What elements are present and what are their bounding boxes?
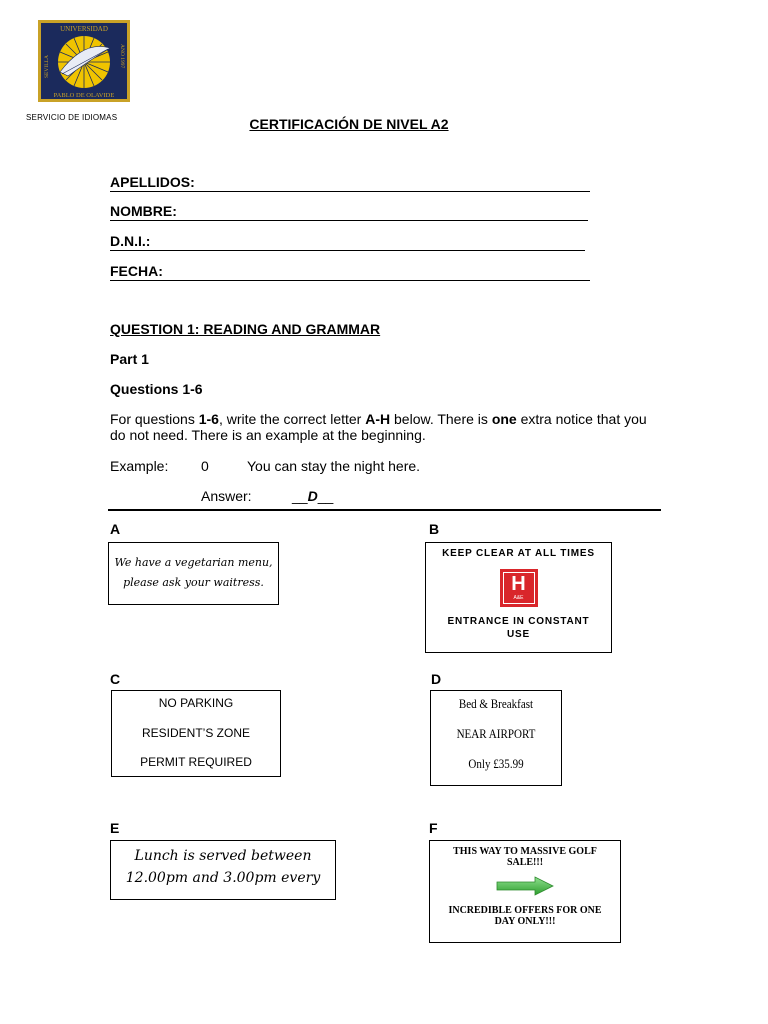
notice-c <box>111 690 281 777</box>
nombre-field[interactable] <box>110 203 588 221</box>
notice-a-letter: A <box>110 521 121 537</box>
questions-label: Questions 1-6 <box>110 381 203 397</box>
nombre-label: NOMBRE: <box>110 203 177 219</box>
notice-c-line2: RESIDENT’S ZONE <box>141 726 250 740</box>
logo-left-text: SEVILLA <box>44 55 50 78</box>
section-heading: QUESTION 1: READING AND GRAMMAR <box>110 321 381 337</box>
dni-field[interactable] <box>110 233 585 251</box>
hospital-sign-sub: A&E <box>513 595 524 601</box>
notice-d <box>430 690 562 786</box>
notice-b <box>425 542 612 653</box>
notice-b-line2: ENTRANCE IN CONSTANT <box>447 616 590 627</box>
notice-b-line3: USE <box>507 629 530 640</box>
notice-d-line2: NEAR AIRPORT <box>456 726 536 741</box>
page-title: CERTIFICACIÓN DE NIVEL A2 <box>249 116 449 132</box>
notice-c-line1: NO PARKING <box>158 696 234 710</box>
hospital-sign-letter: H <box>511 573 526 595</box>
divider <box>108 509 661 511</box>
notice-e-line2: 12.00pm and 3.00pm every <box>125 870 321 886</box>
logo-bottom-text: PABLO DE OLAVIDE <box>53 92 115 99</box>
apellidos-field[interactable] <box>110 174 590 192</box>
notice-f-line3: INCREDIBLE OFFERS FOR ONE <box>448 905 602 916</box>
example-text: You can stay the night here. <box>247 458 421 474</box>
notice-d-letter: D <box>431 671 442 687</box>
notice-f-line2: SALE!!! <box>506 857 544 868</box>
hospital-sign-icon <box>500 569 538 607</box>
university-logo <box>38 20 130 102</box>
notice-a-line2: please ask your waitress. <box>123 576 264 589</box>
answer-value: __D__ <box>292 488 334 504</box>
notice-e-letter: E <box>110 820 120 836</box>
notice-b-letter: B <box>429 521 440 537</box>
example-number: 0 <box>201 458 209 474</box>
notice-c-line3: PERMIT REQUIRED <box>140 755 252 769</box>
notice-f-line4: DAY ONLY!!! <box>494 916 556 927</box>
notice-f-letter: F <box>429 820 438 836</box>
notice-d-line3: Only £35.99 <box>468 756 524 771</box>
notice-d-line1: Bed & Breakfast <box>458 696 534 711</box>
instructions: For questions 1-6, write the correct letter A-H below. There is one extra notice that you do not need. There is an example at the beginning. <box>110 411 647 443</box>
green-arrow-icon <box>430 876 620 896</box>
notice-b-line1: KEEP CLEAR AT ALL TIMES <box>442 548 595 559</box>
dni-label: D.N.I.: <box>110 233 151 249</box>
logo-right-text: ANO 1997 <box>119 44 125 69</box>
apellidos-label: APELLIDOS: <box>110 174 195 190</box>
notice-e-line1: Lunch is served between <box>134 848 312 864</box>
notice-f-line1: THIS WAY TO MASSIVE GOLF <box>453 846 597 857</box>
notice-c-letter: C <box>110 671 121 687</box>
notice-a-line1: We have a vegetarian menu, <box>114 556 273 569</box>
notice-e <box>110 840 336 900</box>
fecha-label: FECHA: <box>110 263 163 279</box>
example-label: Example: <box>110 458 169 474</box>
fecha-field[interactable] <box>110 263 590 281</box>
department-name: SERVICIO DE IDIOMAS <box>26 113 118 122</box>
answer-label: Answer: <box>201 488 252 504</box>
notice-a <box>108 542 279 605</box>
notice-f <box>429 840 621 943</box>
part-label: Part 1 <box>110 351 149 367</box>
logo-top-text: UNIVERSIDAD <box>60 25 108 33</box>
